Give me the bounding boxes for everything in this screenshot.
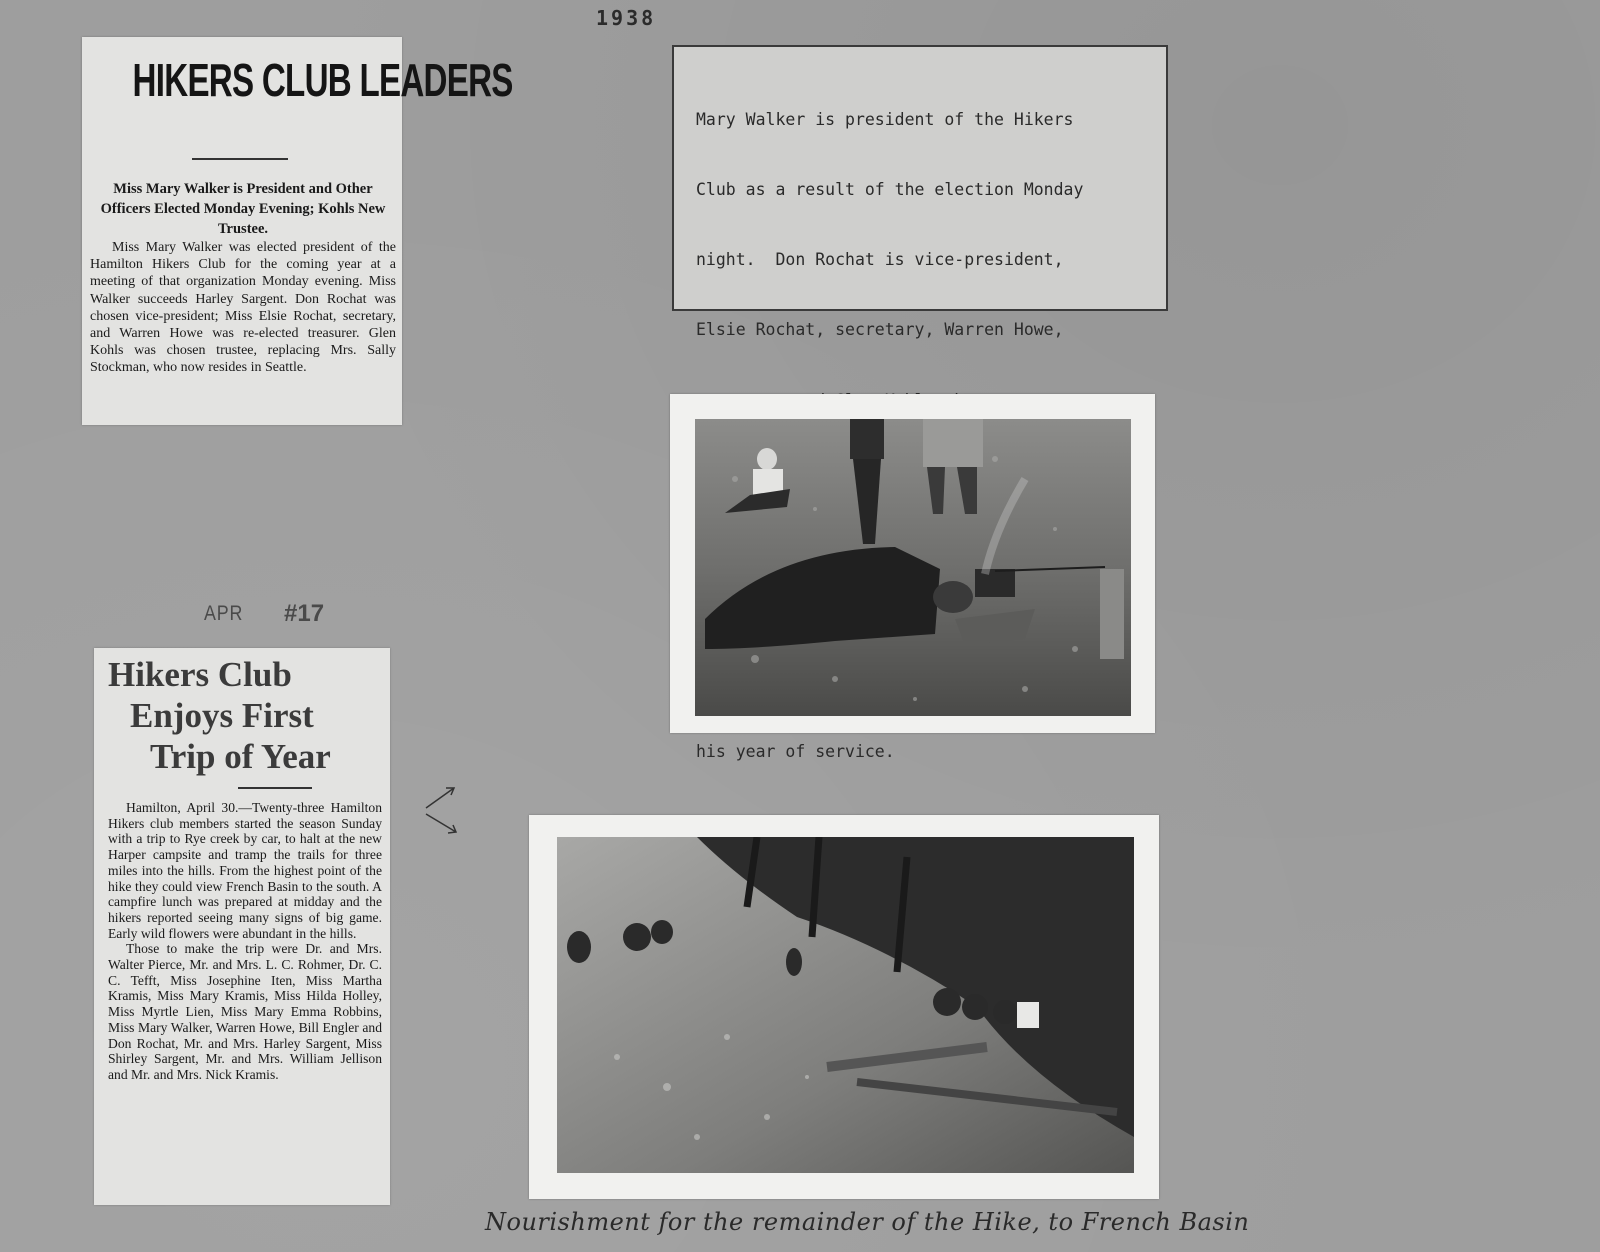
- campfire-photo-image: [695, 419, 1131, 716]
- headline-line: Trip of Year: [150, 737, 331, 776]
- date-stamp-month: APR: [204, 602, 244, 625]
- divider: [238, 787, 312, 789]
- hillside-photo-image: [557, 837, 1134, 1173]
- clipping-headline: [108, 654, 378, 777]
- year-stamp: 1938: [596, 6, 657, 30]
- clipping-hikers-club-leaders: [82, 37, 513, 425]
- handwritten-caption: Nourishment for the remainder of the Hike, to French Basin: [485, 1208, 1250, 1236]
- headline-line: Hikers Club: [108, 655, 292, 694]
- clipping-first-trip: [94, 648, 390, 1205]
- date-stamp-number: #17: [284, 600, 325, 627]
- typed-line: Mary Walker is president of the Hikers: [696, 109, 1074, 129]
- typed-line: Club as a result of the election Monday: [696, 180, 1084, 200]
- hand-drawn-arrows-icon: [424, 784, 464, 836]
- clipping-deck: Miss Mary Walker is President and Other Officers Elected Monday Evening; Kohls New Trustee.: [100, 181, 386, 237]
- headline-line: Enjoys First: [130, 696, 314, 735]
- paragraph: Those to make the trip were Dr. and Mrs. Walter Pierce, Mr. and Mrs. L. C. Rohmer, Dr. C. C. Tefft, Miss Josephine Iten, Miss Martha Kramis, Miss Mary Kramis, Miss Hilda Holley, Miss Myrtle Lien, Miss Mary Emma Robbins, Miss Mary Walker, Warren Howe, Bill Engler and Don Rochat, Mr. and Mrs. Harley Sargent, Miss Shirley Sargent, Mr. and Mrs. William Jellison and Mr. and Mrs. Nick Kramis.: [108, 941, 382, 1082]
- clipping-body: [108, 800, 382, 1083]
- clipping-body: Miss Mary Walker was elected president of the Hamilton Hikers Club for the coming year at a meeting of that organization Monday evening. Miss Walker succeeds Harley Sargent. Don Rochat was chosen vice-president; Miss Elsie Rochat, secretary, and Warren Howe was re-elected treasurer. Glen Kohls was chosen trustee, replacing Mrs. Sally Stockman, who now resides in Seattle.: [90, 240, 396, 376]
- typed-note: [672, 45, 1168, 761]
- typed-line: night. Don Rochat is vice-president,: [696, 250, 1064, 270]
- typed-line: his year of service.: [696, 741, 895, 761]
- photo-campfire: [670, 394, 1155, 733]
- paragraph: Hamilton, April 30.—Twenty-three Hamilton Hikers club members started the season Sunday with a trip to Rye creek by car, to halt at the new Harper campsite and tramp the trails for three miles into the hills. From the highest point of the hike they could view French Basin to the south. A campfire lunch was prepared at midday and the hikers reported seeing many signs of big game. Early wild flowers were abundant in the hills.: [108, 800, 382, 941]
- photo-hillside-lunch: [529, 815, 1159, 1199]
- divider: [192, 158, 288, 160]
- clipping-headline: HIKERS CLUB LEADERS: [132, 54, 513, 106]
- typed-line: Elsie Rochat, secretary, Warren Howe,: [696, 320, 1064, 340]
